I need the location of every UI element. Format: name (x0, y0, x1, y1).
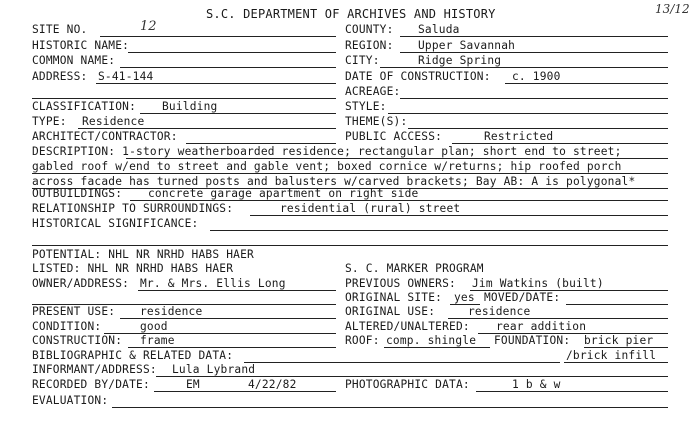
site-no-value: 12 (140, 19, 157, 34)
classification-value: Building (162, 100, 218, 113)
public-access-line (452, 143, 668, 144)
city-label: CITY: (345, 54, 380, 67)
foundation-value-2: /brick infill (566, 349, 657, 362)
type-line (78, 128, 336, 129)
owner-line (138, 290, 336, 291)
owner-label: OWNER/ADDRESS: (32, 277, 130, 290)
moved-date-label: MOVED/DATE: (484, 291, 561, 304)
owner-value: Mr. & Mrs. Ellis Long (140, 277, 286, 290)
original-use-label: ORIGINAL USE: (345, 305, 436, 318)
altered-label: ALTERED/UNALTERED: (345, 320, 470, 333)
recorded-by-label: RECORDED BY/DATE: (32, 378, 150, 391)
construction-label: CONSTRUCTION: (32, 334, 123, 347)
informant-value: Lula Lybrand (172, 363, 256, 376)
historical-significance-label: HISTORICAL SIGNIFICANCE: (32, 217, 199, 230)
previous-owners-value: Jim Watkins (built) (472, 277, 604, 290)
recorded-by-line (154, 391, 336, 392)
listed-row: LISTED: NHL NR NRHD HABS HAER (32, 262, 234, 275)
outbuildings-line (130, 200, 668, 201)
original-use-value: residence (468, 305, 531, 318)
evaluation-label: EVALUATION: (32, 394, 109, 407)
acreage-label: ACREAGE: (345, 85, 401, 98)
potential-row: POTENTIAL: NHL NR NRHD HABS HAER (32, 248, 254, 261)
roof-label: ROOF: (345, 334, 380, 347)
bibliographic-label: BIBLIOGRAPHIC & RELATED DATA: (32, 349, 234, 362)
condition-value: good (140, 320, 168, 333)
historic-name-line (128, 52, 336, 53)
roof-value: comp. shingle (386, 334, 477, 347)
region-value: Upper Savannah (418, 39, 516, 52)
type-label: TYPE: (32, 115, 67, 128)
foundation-value: brick pier (584, 334, 654, 347)
architect-label: ARCHITECT/CONTRACTOR: (32, 130, 178, 143)
acreage-line (400, 98, 668, 99)
photographic-label: PHOTOGRAPHIC DATA: (345, 378, 470, 391)
evaluation-line (112, 407, 668, 408)
theme-line (408, 128, 668, 129)
historic-name-label: HISTORIC NAME: (32, 39, 130, 52)
construction-line (128, 347, 336, 348)
bibliographic-line (244, 362, 560, 363)
county-line (400, 36, 668, 37)
informant-line (156, 376, 668, 377)
foundation-label: FOUNDATION: (494, 334, 571, 347)
region-label: REGION: (345, 39, 394, 52)
city-value: Ridge Spring (418, 54, 502, 67)
original-use-line (448, 318, 668, 319)
altered-value: rear addition (496, 320, 587, 333)
style-label: STYLE: (345, 100, 387, 113)
roof-line (384, 347, 490, 348)
recorded-by-initials: EM (186, 378, 200, 391)
style-line (388, 113, 668, 114)
present-use-line (120, 318, 336, 319)
previous-owners-label: PREVIOUS OWNERS: (345, 277, 456, 290)
city-line (380, 67, 668, 68)
county-value: Saluda (418, 23, 460, 36)
moved-date-line (566, 304, 668, 305)
address-label: ADDRESS: (32, 70, 88, 83)
present-use-value: residence (140, 305, 203, 318)
date-construction-label: DATE OF CONSTRUCTION: (345, 70, 491, 83)
common-name-label: COMMON NAME: (32, 54, 116, 67)
original-site-label: ORIGINAL SITE: (345, 291, 443, 304)
photographic-line (476, 391, 668, 392)
description-line-3: across facade has turned posts and balusters w/carved brackets; Bay AB: A is polygonal* (32, 175, 636, 188)
corner-mark: 13/12 (655, 2, 690, 16)
type-value: Residence (82, 115, 145, 128)
form-title: S.C. DEPARTMENT OF ARCHIVES AND HISTORY (206, 7, 496, 21)
left-divider-line (32, 98, 336, 99)
historical-significance-line (210, 230, 668, 231)
common-name-line (120, 67, 336, 68)
description-underline-1 (126, 158, 668, 159)
public-access-label: PUBLIC ACCESS: (345, 130, 443, 143)
recorded-by-date: 4/22/82 (248, 378, 297, 391)
outbuildings-label: OUTBUILDINGS: (32, 187, 123, 200)
date-construction-line (505, 83, 668, 84)
date-construction-value: c. 1900 (512, 70, 561, 83)
construction-value: frame (140, 334, 175, 347)
architect-line (186, 143, 336, 144)
outbuildings-value: concrete garage apartment on right side (148, 187, 419, 200)
description-line-2: gabled roof w/end to street and gable vent; boxed cornice w/returns; hip roofed porch (32, 160, 622, 173)
marker-program-label: S. C. MARKER PROGRAM (345, 262, 484, 275)
relationship-label: RELATIONSHIP TO SURROUNDINGS: (32, 202, 234, 215)
classification-line (140, 113, 336, 114)
present-use-label: PRESENT USE: (32, 305, 116, 318)
description-underline-2 (32, 173, 668, 174)
public-access-value: Restricted (484, 130, 554, 143)
informant-label: INFORMANT/ADDRESS: (32, 363, 157, 376)
foundation-line-2 (564, 362, 668, 363)
historical-significance-line-2 (32, 245, 668, 246)
address-value: S-41-144 (98, 70, 154, 83)
photographic-value: 1 b & w (512, 378, 561, 391)
site-no-label: SITE NO. (32, 23, 88, 36)
site-no-line (100, 36, 336, 37)
theme-label: THEME(S): (345, 115, 408, 128)
address-line (96, 83, 336, 84)
region-line (400, 52, 668, 53)
relationship-line (250, 215, 668, 216)
classification-label: CLASSIFICATION: (32, 100, 137, 113)
original-site-value: yes (454, 291, 475, 304)
foundation-line (584, 347, 668, 348)
condition-label: CONDITION: (32, 320, 102, 333)
description-line-1: DESCRIPTION: 1-story weatherboarded residence; rectangular plan; short end to street; (32, 145, 622, 158)
county-label: COUNTY: (345, 23, 394, 36)
condition-line (104, 333, 336, 334)
relationship-value: residential (rural) street (280, 202, 461, 215)
